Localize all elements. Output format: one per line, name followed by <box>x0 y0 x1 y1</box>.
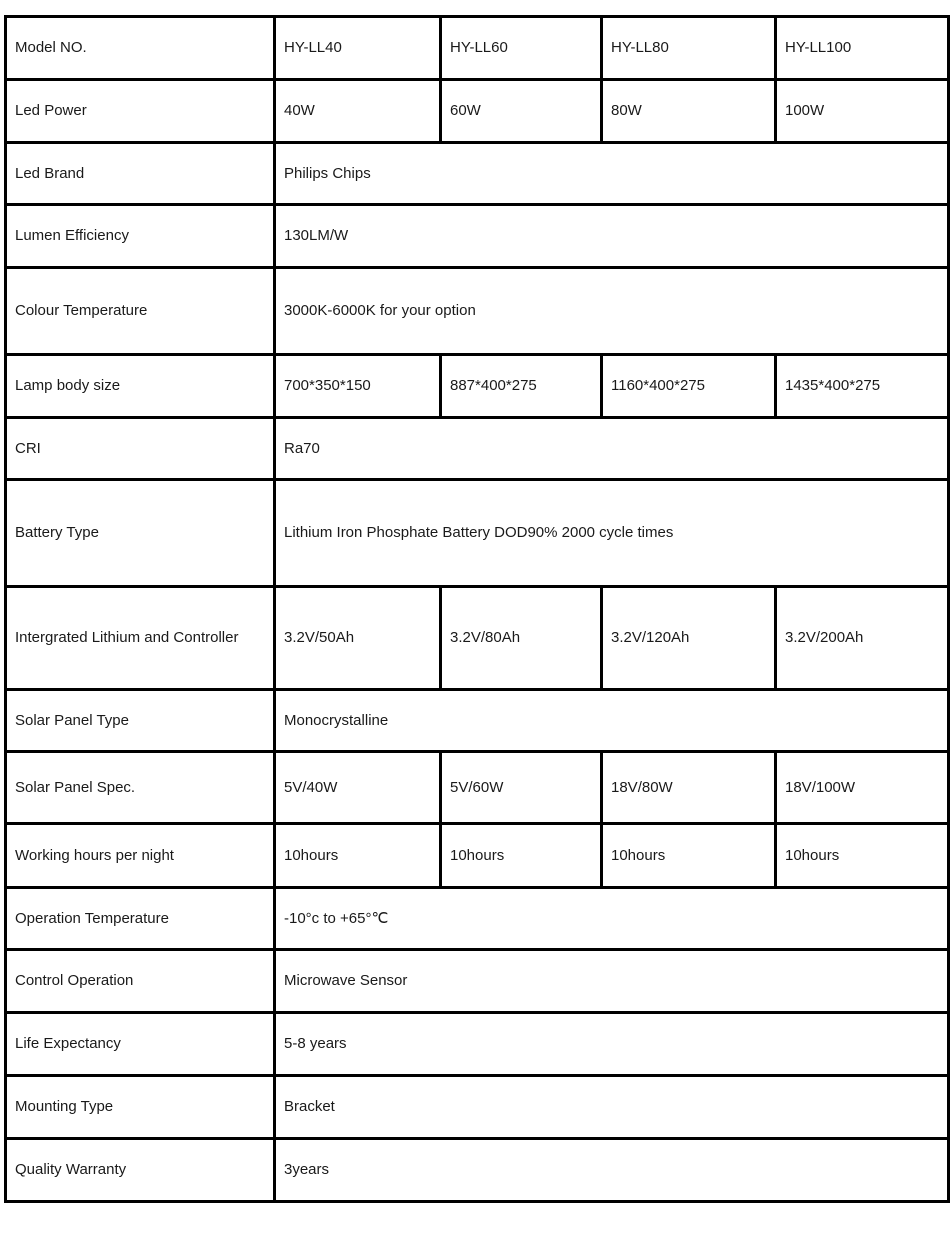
table-row-led-power <box>6 80 949 143</box>
spec-label: Operation Temperature <box>6 888 275 950</box>
table-row-model-no <box>6 17 949 80</box>
spec-value: Ra70 <box>275 418 949 480</box>
spec-value: 18V/100W <box>776 752 949 824</box>
product-spec-table <box>4 15 950 1203</box>
spec-value: 100W <box>776 80 949 143</box>
spec-label: Battery Type <box>6 480 275 587</box>
table-row-lamp-body-size <box>6 355 949 418</box>
spec-label: Mounting Type <box>6 1076 275 1139</box>
spec-value: 887*400*275 <box>441 355 602 418</box>
spec-label: Model NO. <box>6 17 275 80</box>
table-row-operation-temperature <box>6 888 949 950</box>
spec-value: 10hours <box>776 824 949 888</box>
spec-label: Working hours per night <box>6 824 275 888</box>
spec-value: 130LM/W <box>275 205 949 268</box>
spec-value: 10hours <box>602 824 776 888</box>
spec-value: Monocrystalline <box>275 690 949 752</box>
spec-value: HY-LL60 <box>441 17 602 80</box>
table-row-integrated-lithium-controller <box>6 587 949 690</box>
spec-value: 3000K-6000K for your option <box>275 268 949 355</box>
table-row-solar-panel-type <box>6 690 949 752</box>
spec-value: Philips Chips <box>275 143 949 205</box>
spec-value: Lithium Iron Phosphate Battery DOD90% 2000 cycle times <box>275 480 949 587</box>
spec-label: Led Power <box>6 80 275 143</box>
spec-value: 80W <box>602 80 776 143</box>
spec-value: 700*350*150 <box>275 355 441 418</box>
table-row-control-operation <box>6 950 949 1013</box>
spec-value: HY-LL80 <box>602 17 776 80</box>
spec-value: 40W <box>275 80 441 143</box>
spec-label: Control Operation <box>6 950 275 1013</box>
spec-value: 10hours <box>275 824 441 888</box>
spec-label: Solar Panel Type <box>6 690 275 752</box>
spec-value: 5-8 years <box>275 1013 949 1076</box>
spec-label: Led Brand <box>6 143 275 205</box>
spec-value: 3.2V/80Ah <box>441 587 602 690</box>
table-row-battery-type <box>6 480 949 587</box>
table-row-colour-temperature <box>6 268 949 355</box>
spec-value: 3.2V/200Ah <box>776 587 949 690</box>
spec-value: HY-LL40 <box>275 17 441 80</box>
spec-value: 10hours <box>441 824 602 888</box>
spec-value: 3.2V/120Ah <box>602 587 776 690</box>
spec-value: Bracket <box>275 1076 949 1139</box>
spec-value: 18V/80W <box>602 752 776 824</box>
spec-value: 5V/60W <box>441 752 602 824</box>
spec-value: 3.2V/50Ah <box>275 587 441 690</box>
table-row-cri <box>6 418 949 480</box>
spec-value: 1160*400*275 <box>602 355 776 418</box>
table-row-working-hours <box>6 824 949 888</box>
spec-value: 5V/40W <box>275 752 441 824</box>
spec-label: Life Expectancy <box>6 1013 275 1076</box>
spec-value: HY-LL100 <box>776 17 949 80</box>
table-row-lumen-efficiency <box>6 205 949 268</box>
spec-label: Quality Warranty <box>6 1139 275 1202</box>
spec-label: Colour Temperature <box>6 268 275 355</box>
table-row-mounting-type <box>6 1076 949 1139</box>
table-row-quality-warranty <box>6 1139 949 1202</box>
spec-label: Solar Panel Spec. <box>6 752 275 824</box>
spec-value: -10°c to +65°℃ <box>275 888 949 950</box>
spec-value: 3years <box>275 1139 949 1202</box>
table-row-led-brand <box>6 143 949 205</box>
spec-label: Intergrated Lithium and Controller <box>6 587 275 690</box>
spec-label: Lamp body size <box>6 355 275 418</box>
table-row-life-expectancy <box>6 1013 949 1076</box>
spec-value: 60W <box>441 80 602 143</box>
spec-label: CRI <box>6 418 275 480</box>
spec-value: Microwave Sensor <box>275 950 949 1013</box>
spec-label: Lumen Efficiency <box>6 205 275 268</box>
spec-value: 1435*400*275 <box>776 355 949 418</box>
table-row-solar-panel-spec <box>6 752 949 824</box>
